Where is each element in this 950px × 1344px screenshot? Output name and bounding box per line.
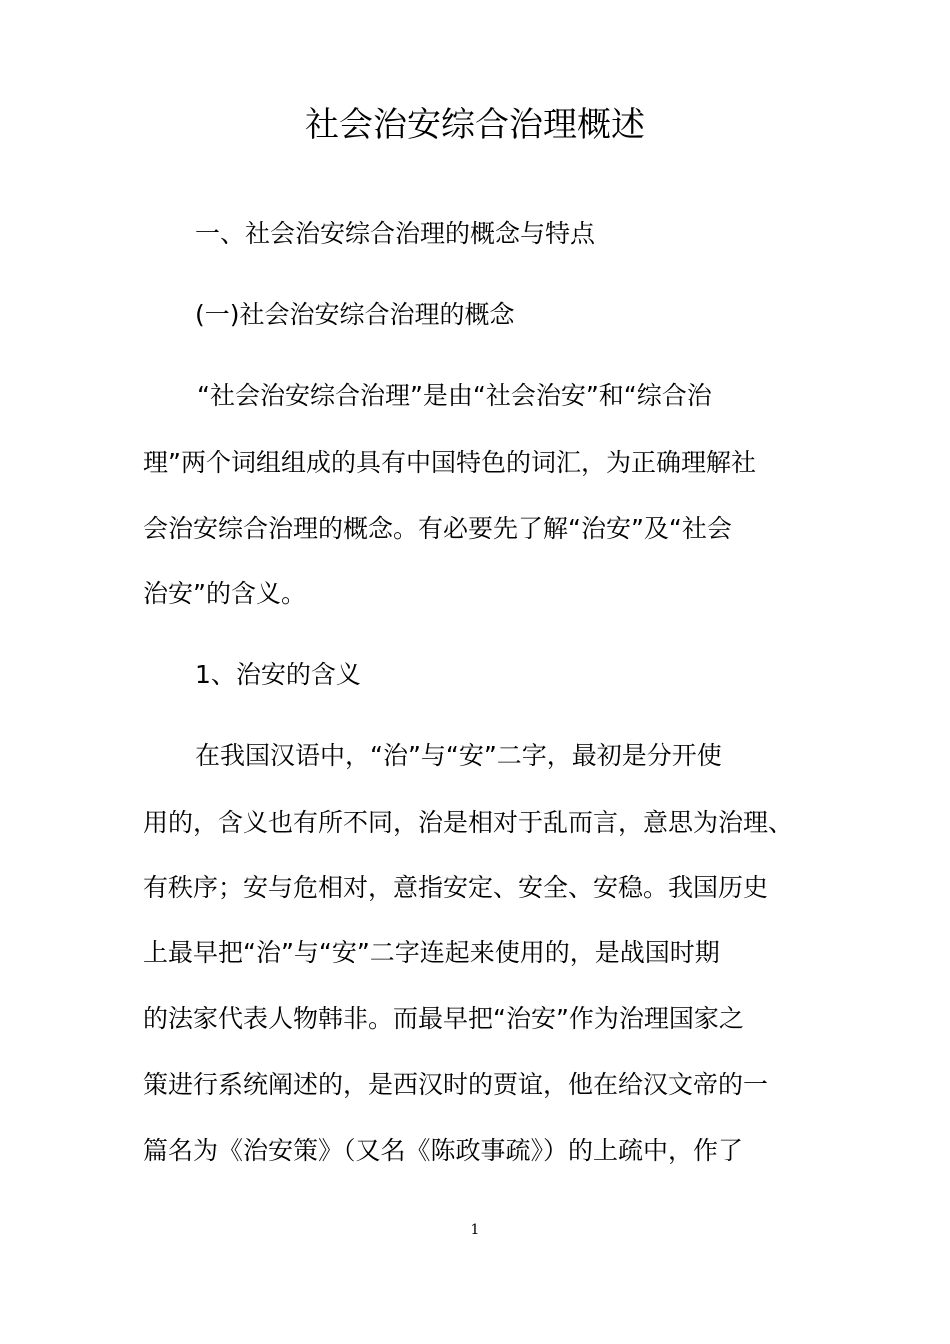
- paragraph-line: 有秩序；安与危相对，意指安定、安全、安稳。我国历史: [143, 873, 769, 902]
- paragraph-line: 会治安综合治理的概念。有必要先了解“治安”及“社会: [143, 514, 732, 543]
- paragraph-line: 理”两个词组组成的具有中国特色的词汇，为正确理解社: [143, 448, 756, 477]
- paragraph-line: 篇名为《治安策》（又名《陈政事疏》）的上疏中，作了: [143, 1136, 744, 1165]
- page-number: 1: [470, 1222, 480, 1238]
- paragraph-line: 治安”的含义。: [143, 579, 306, 608]
- paragraph-line: 用的，含义也有所不同，治是相对于乱而言，意思为治理、: [143, 808, 794, 837]
- document-title: 社会治安综合治理概述: [305, 105, 645, 145]
- paragraph-line: “社会治安综合治理”是由“社会治安”和“综合治: [197, 381, 712, 410]
- section-heading-3: 1、治安的含义: [195, 660, 361, 689]
- paragraph-line: 的法家代表人物韩非。而最早把“治安”作为治理国家之: [143, 1004, 744, 1033]
- paragraph-line: 上最早把“治”与“安”二字连起来使用的，是战国时期: [143, 938, 720, 967]
- section-heading-1: 一、社会治安综合治理的概念与特点: [195, 219, 596, 248]
- paragraph-line: 策进行系统阐述的，是西汉时的贾谊，他在给汉文帝的一: [143, 1070, 769, 1099]
- section-heading-2: (一)社会治安综合治理的概念: [195, 300, 515, 329]
- paragraph-line: 在我国汉语中，“治”与“安”二字，最初是分开使: [195, 741, 722, 770]
